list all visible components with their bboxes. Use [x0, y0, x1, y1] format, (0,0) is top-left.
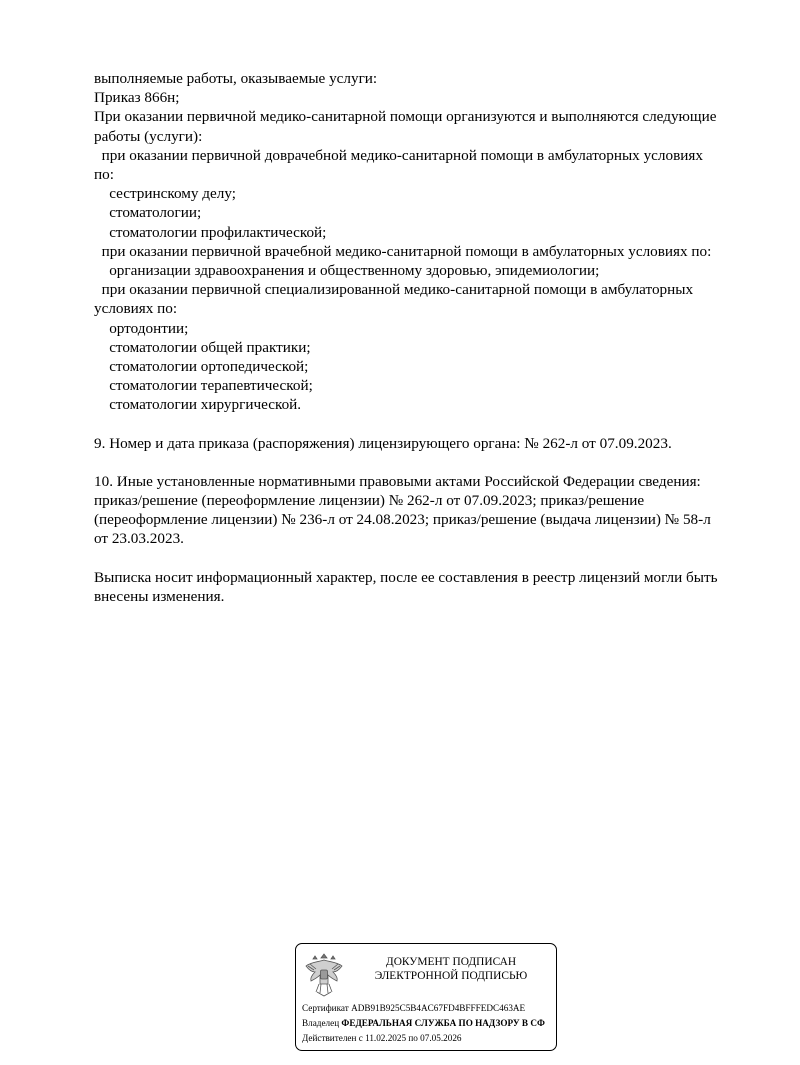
document-line: по:: [94, 166, 114, 184]
document-line: от 23.03.2023.: [94, 530, 184, 548]
document-line: При оказании первичной медико-санитарной помощи организуются и выполняются следующие: [94, 108, 717, 126]
document-line: при оказании первичной врачебной медико-санитарной помощи в амбулаторных условиях по:: [94, 242, 712, 260]
owner-row: [302, 1018, 545, 1029]
coat-of-arms-icon: [303, 950, 345, 998]
document-line: внесены изменения.: [94, 587, 225, 605]
document-line: стоматологии;: [94, 204, 202, 222]
document-line: стоматологии профилактической;: [94, 223, 327, 241]
owner-label: Владелец: [302, 1018, 340, 1028]
document-line: сестринскому делу;: [94, 185, 236, 203]
document-line: условиях по:: [94, 300, 178, 318]
document-line: выполняемые работы, оказываемые услуги:: [94, 70, 378, 87]
document-line: при оказании первичной специализированной медико-санитарной помощи в амбулаторных: [94, 281, 694, 299]
validity-row: Действителен с 11.02.2025 по 07.05.2026: [302, 1033, 462, 1043]
document-line: стоматологии хирургической.: [94, 396, 302, 414]
document-line: приказ/решение (переоформление лицензии) № 262-л от 07.09.2023; приказ/решение: [94, 492, 645, 510]
document-line: стоматологии ортопедической;: [94, 358, 309, 376]
paragraph-gap: [94, 549, 754, 568]
owner-value: ФЕДЕРАЛЬНАЯ СЛУЖБА ПО НАДЗОРУ В СФ: [341, 1018, 545, 1028]
document-line: стоматологии терапевтической;: [94, 377, 313, 395]
document-line: работы (услуги):: [94, 127, 203, 145]
document-line: 9. Номер и дата приказа (распоряжения) лицензирующего органа: № 262-л от 07.09.2023.: [94, 434, 672, 452]
electronic-signature-stamp: [295, 943, 557, 1051]
document-line: стоматологии общей практики;: [94, 338, 311, 356]
document-line: при оказании первичной доврачебной медико-санитарной помощи в амбулаторных условиях: [94, 146, 703, 164]
certificate-label: Сертификат: [302, 1003, 349, 1013]
paragraph-gap: [94, 415, 754, 434]
stamp-heading-line1: ДОКУМЕНТ ПОДПИСАН: [385, 956, 517, 968]
stamp-heading-line2: ЭЛЕКТРОННОЙ ПОДПИСЬЮ: [374, 970, 528, 982]
certificate-row: [302, 1003, 525, 1014]
document-line: ортодонтии;: [94, 319, 189, 337]
document-line: Приказ 866н;: [94, 89, 180, 107]
document-line: 10. Иные установленные нормативными правовыми актами Российской Федерации сведения:: [94, 472, 701, 490]
document-body: [94, 69, 754, 606]
document-line: (переоформление лицензии) № 236-л от 24.08.2023; приказ/решение (выдача лицензии) № 58-л: [94, 511, 711, 529]
certificate-value: ADB91B925C5B4AC67FD4BFFFEDC463AE: [351, 1003, 526, 1013]
document-line: Выписка носит информационный характер, после ее составления в реестр лицензий могли быть: [94, 568, 718, 586]
document-line: организации здравоохранения и общественному здоровью, эпидемиологии;: [94, 262, 600, 280]
stamp-heading: [356, 955, 546, 983]
paragraph-gap: [94, 453, 754, 472]
